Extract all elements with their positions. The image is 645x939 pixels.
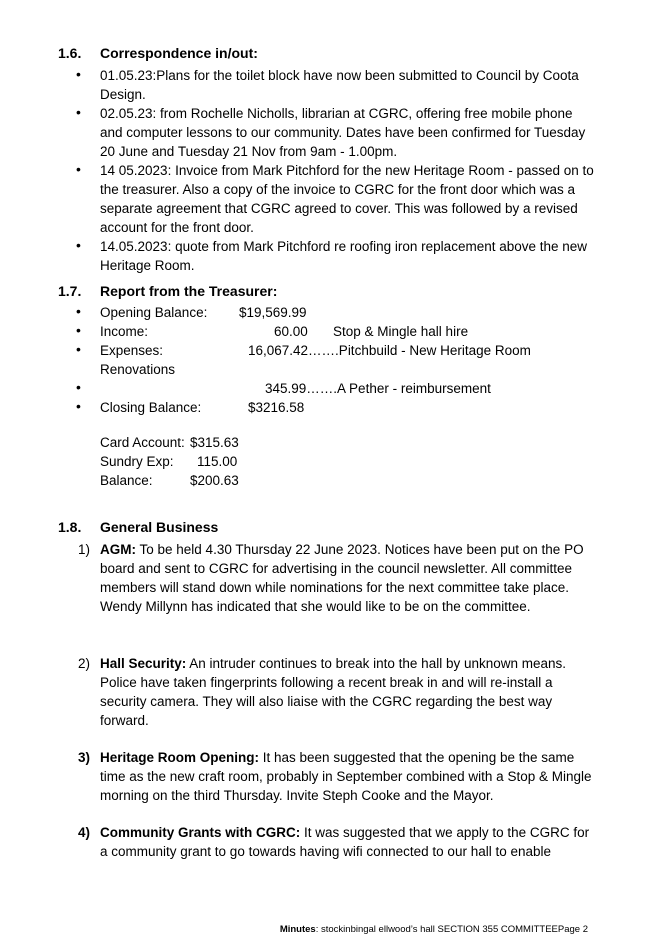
expenses-wrap: Renovations bbox=[100, 362, 176, 377]
sundry-exp-label: Sundry Exp: bbox=[100, 454, 174, 469]
opening-balance-label: • Opening Balance: bbox=[100, 305, 208, 320]
income-value: 60.00 bbox=[274, 324, 308, 339]
general-business-list bbox=[78, 654, 598, 730]
card-account-label: Card Account: bbox=[100, 435, 185, 450]
list-item-closing-balance bbox=[76, 398, 596, 417]
item-text: An intruder continues to break into the hall by unknown means. Police have taken fingerprints following a recent break in and will re-install a security camera. They will also liaise with the CGRC regarding the best way forward. bbox=[100, 656, 567, 728]
section-title: Correspondence in/out: bbox=[100, 45, 258, 61]
list-item: • 01.05.23:Plans for the toilet block have now been submitted to Council by Coota Design. bbox=[76, 66, 596, 104]
section-heading-correspondence bbox=[58, 44, 258, 63]
section-title: Report from the Treasurer: bbox=[100, 283, 278, 299]
list-item-expenses bbox=[76, 341, 596, 379]
list-item-community-grants bbox=[78, 823, 598, 861]
section-number: 1.8. bbox=[58, 519, 82, 535]
item-heading: Hall Security: bbox=[100, 656, 187, 671]
list-item: • 02.05.23: from Rochelle Nicholls, librarian at CGRC, offering free mobile phone and computer lessons to our community. Dates have been confirmed for Tuesday 20 June and Tuesday 21 Nov from 9am - 1.00pm. bbox=[76, 104, 596, 161]
list-item-hall-security bbox=[78, 654, 598, 730]
item-number: 1) bbox=[78, 542, 91, 557]
closing-balance-label: • Closing Balance: bbox=[100, 400, 202, 415]
income-note: Stop & Mingle hall hire bbox=[333, 324, 469, 339]
expenses-label: • Expenses: bbox=[100, 343, 164, 358]
list-item-opening-balance bbox=[76, 303, 596, 322]
item-number: 2) bbox=[78, 656, 91, 671]
footer-text: : stockinbingal ellwood’s hall SECTION 355 COMMITTEEPage 2 bbox=[315, 924, 588, 935]
card-account-block bbox=[100, 433, 300, 490]
section-heading-general-business bbox=[58, 518, 218, 537]
list-item: • 14 05.2023: Invoice from Mark Pitchford for the new Heritage Room - passed on to the treasurer. Also a copy of the invoice to CGRC for the front door which was a separate agreement that CGRC agreed to cover. This was followed by a revised account for the front door. bbox=[76, 161, 596, 237]
item-text: It has been suggested that the opening be the same time as the new craft room, probably in September combined with a Stop & Mingle morning on the third Thursday. Invite Steph Cooke and the Mayor. bbox=[100, 750, 592, 803]
footer-label: Minutes bbox=[279, 924, 316, 935]
expense-2-value: • 345.99…….A Pether - reimbursement bbox=[265, 381, 491, 396]
page-footer bbox=[280, 920, 588, 939]
list-item-heritage-room-opening bbox=[78, 748, 598, 805]
section-heading-treasurer bbox=[58, 282, 277, 301]
balance-value: $200.63 bbox=[190, 473, 239, 488]
income-label: • Income: bbox=[100, 324, 149, 339]
card-account-value: $315.63 bbox=[190, 435, 239, 450]
treasurer-list bbox=[76, 303, 596, 417]
opening-balance-value: $19,569.99 bbox=[239, 305, 307, 320]
general-business-list bbox=[78, 823, 598, 861]
expenses-value: 16,067.42…….Pitchbuild - New Heritage Room bbox=[248, 343, 531, 358]
general-business-list bbox=[78, 540, 598, 616]
item-text: It was suggested that we apply to the CGRC for a community grant to go towards having wifi connected to our hall to enable bbox=[100, 825, 590, 859]
section-title: General Business bbox=[100, 519, 219, 535]
item-heading: Community Grants with CGRC: bbox=[100, 825, 301, 840]
item-number: 3) bbox=[78, 750, 91, 765]
closing-balance-value: $3216.58 bbox=[248, 400, 305, 415]
list-item-agm bbox=[78, 540, 598, 616]
list-item-income bbox=[76, 322, 596, 341]
list-item-expense-2 bbox=[76, 379, 596, 398]
section-number: 1.7. bbox=[58, 283, 82, 299]
general-business-list bbox=[78, 748, 598, 805]
item-heading: Heritage Room Opening: bbox=[100, 750, 260, 765]
item-number: 4) bbox=[78, 825, 91, 840]
item-heading: AGM: bbox=[100, 542, 136, 557]
item-text: To be held 4.30 Thursday 22 June 2023. Notices have been put on the PO board and sent to CGRC for advertising in the council newsletter. All committee members will stand down while nominations for the next committee take place. Wendy Millynn has indicated that she would like to be on the committee. bbox=[100, 542, 584, 614]
sundry-exp-value: 115.00 bbox=[197, 454, 238, 469]
balance-label: Balance: bbox=[100, 473, 153, 488]
section-number: 1.6. bbox=[58, 45, 82, 61]
correspondence-list bbox=[76, 66, 596, 275]
list-item: • 14.05.2023: quote from Mark Pitchford re roofing iron replacement above the new Heritage Room. bbox=[76, 237, 596, 275]
